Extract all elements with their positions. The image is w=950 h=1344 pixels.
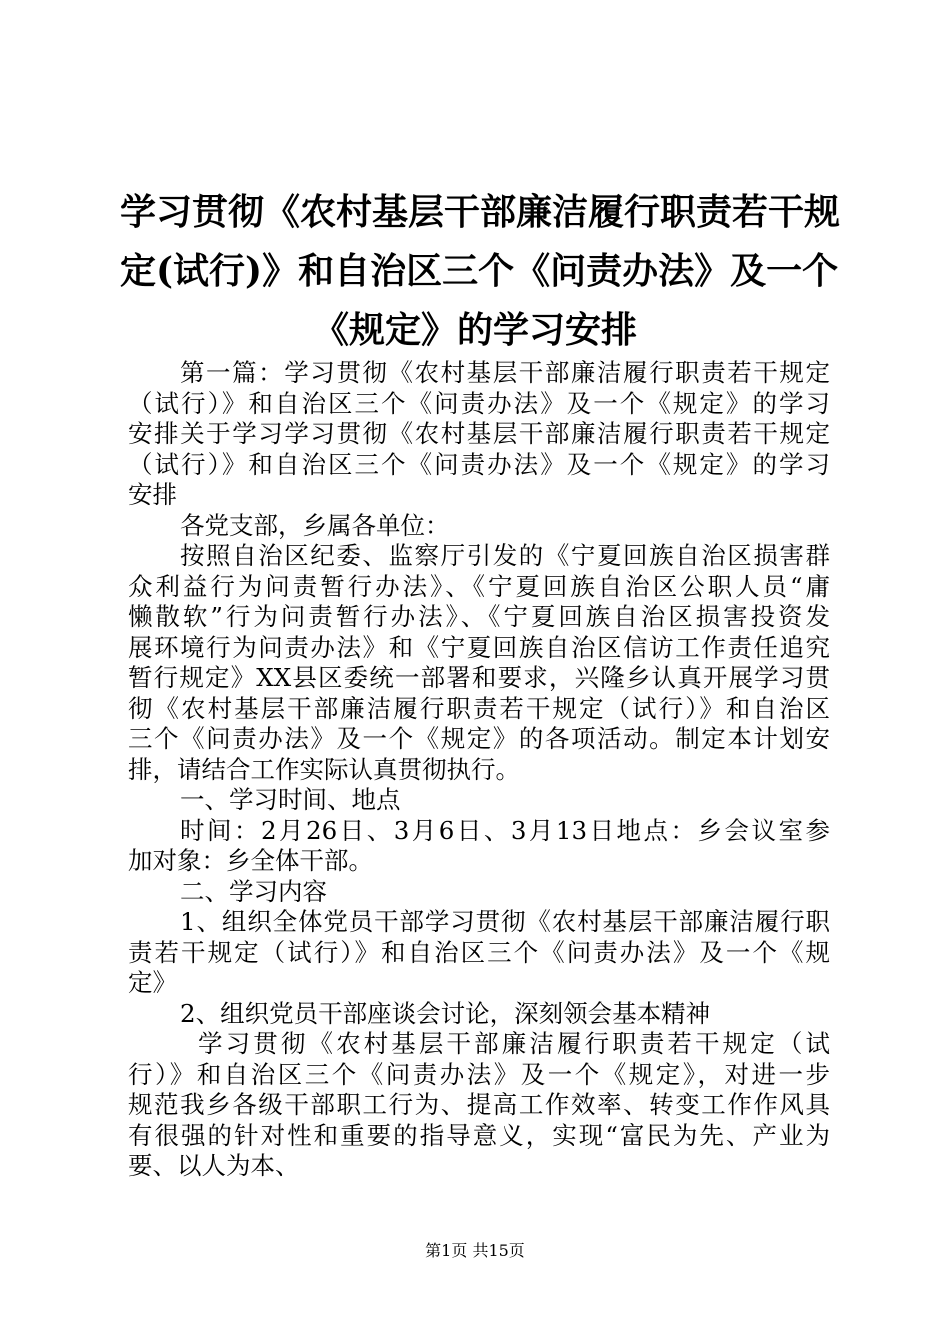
- body-line: 按照自治区纪委、监察厅引发的《宁夏回族自治区损害群: [180, 541, 830, 570]
- body-line: 学习贯彻《农村基层干部廉洁履行职责若干规定（试: [198, 1029, 830, 1058]
- body-line: 第一篇：学习贯彻《农村基层干部廉洁履行职责若干规定: [180, 358, 830, 387]
- body-line: 定》: [128, 968, 177, 997]
- body-line: 暂行规定》XX县区委统一部署和要求，兴隆乡认真开展学习贯: [128, 663, 830, 692]
- body-line: 众利益行为问责暂行办法》、《宁夏回族自治区公职人员“庸: [128, 571, 830, 601]
- body-line: （试行）》和自治区三个《问责办法》及一个《规定》的学习: [128, 388, 830, 418]
- page-footer: 第1页 共15页: [425, 1241, 525, 1260]
- body-line: 三个《问责办法》及一个《规定》的各项活动。制定本计划安: [128, 724, 830, 753]
- body-line: 责若干规定（试行）》和自治区三个《问责办法》及一个《规: [128, 937, 830, 967]
- title-line: 学习贯彻《农村基层干部廉洁履行职责若干规: [120, 191, 841, 233]
- section-heading: 一、学习时间、地点: [180, 785, 401, 814]
- title-line: 《规定》的学习安排: [312, 309, 637, 351]
- body-line: 懒散软”行为问责暂行办法》、《宁夏回族自治区损害投资发: [128, 602, 830, 631]
- body-line: 安排: [128, 480, 177, 509]
- document-title: [120, 183, 841, 360]
- body-line: 1、组织全体党员干部学习贯彻《农村基层干部廉洁履行职: [180, 907, 830, 936]
- section-heading: 二、学习内容: [180, 876, 327, 906]
- body-line: 时间：2月26日、3月6日、3月13日地点：乡会议室参: [180, 815, 830, 845]
- body-line: 展环境行为问责办法》和《宁夏回族自治区信访工作责任追究: [128, 632, 830, 662]
- body-line: 排，请结合工作实际认真贯彻执行。: [128, 754, 520, 784]
- body-line: （试行）》和自治区三个《问责办法》及一个《规定》的学习: [128, 449, 830, 479]
- title-line: 定(试行)》和自治区三个《问责办法》及一个: [120, 250, 839, 292]
- body-line: 要、以人为本、: [128, 1151, 300, 1180]
- body-line: 各党支部，乡属各单位：: [180, 510, 450, 540]
- body-line: 行）》和自治区三个《问责办法》及一个《规定》，对进一步: [128, 1059, 830, 1089]
- body-line: 安排关于学习学习贯彻《农村基层干部廉洁履行职责若干规定: [128, 419, 830, 448]
- body-line: 规范我乡各级干部职工行为、提高工作效率、转变工作作风具: [128, 1090, 830, 1119]
- body-line: 加对象：乡全体干部。: [128, 846, 373, 875]
- body-line: 2、组织党员干部座谈会讨论，深刻领会基本精神: [180, 998, 711, 1028]
- document-body: [128, 358, 830, 1182]
- body-line: 有很强的针对性和重要的指导意义，实现“富民为先、产业为: [128, 1120, 830, 1150]
- body-line: 彻《农村基层干部廉洁履行职责若干规定（试行）》和自治区: [128, 693, 830, 723]
